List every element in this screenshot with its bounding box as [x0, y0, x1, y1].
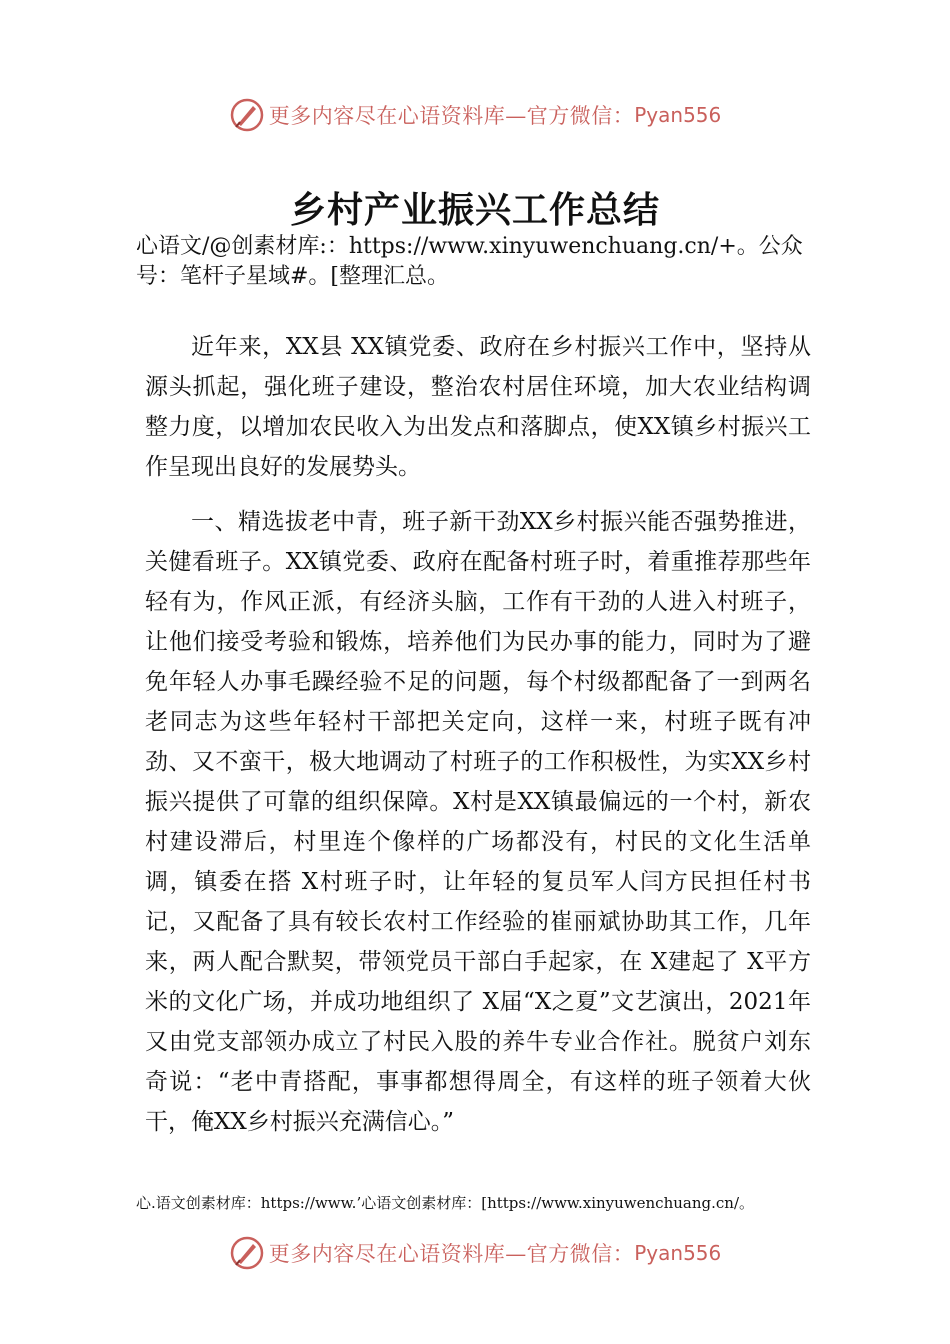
watermark-wechat-id: Pyan556 [634, 1241, 722, 1265]
footer-source-note: 心.语文创素材库：https://www.’心语文创素材库：[https://www.xinyuwenchuang.cn/。 [136, 1194, 754, 1212]
quill-logo-icon [229, 97, 265, 133]
watermark-text: 更多内容尽在心语资料库—官方微信： [268, 1242, 635, 1266]
paragraph-intro: 近年来，XX县 XX镇党委、政府在乡村振兴工作中，坚持从源头抓起，强化班子建设，整治农村居住环境，加大农业结构调整力度，以增加农民收入为出发点和落脚点，使XX镇乡村振兴工作呈现出良好的发展势头。 [145, 334, 811, 480]
watermark-text: 更多内容尽在心语资料库—官方微信： [268, 104, 635, 128]
watermark-banner-top [0, 90, 950, 140]
watermark-wechat-id: Pyan556 [634, 103, 722, 127]
source-line: 心语文/@创素材库:：https://www.xinyuwenchuang.cn/+。公众号：笔杆子星域#。[整理汇总。 [136, 234, 803, 289]
quill-logo-icon [229, 1235, 265, 1271]
document-title: 乡村产业振兴工作总结 [289, 189, 660, 231]
watermark-banner-bottom [0, 1228, 950, 1278]
document-body [145, 327, 811, 1157]
paragraph-section-1: 一、精选拔老中青，班子新干劲XX乡村振兴能否强势推进，关健看班子。XX镇党委、政府在配备村班子时，着重推荐那些年轻有为，作风正派，有经济头脑，工作有干劲的人进入村班子，让他们接受考验和锻炼，培养他们为民办事的能力，同时为了避免年轻人办事毛躁经验不足的问题，每个村级都配备了一到两名老同志为这些年轻村干部把关定向，这样一来，村班子既有冲劲、又不蛮干，极大地调动了村班子的工作积极性，为实XX乡村振兴提供了可靠的组织保障。X村是XX镇最偏远的一个村，新农村建设滞后，村里连个像样的广场都没有，村民的文化生活单调，镇委在搭 X村班子时，让年轻的复员军人闫方民担任村书记，又配备了具有较长农村工作经验的崔丽斌协助其工作，几年来，两人配合默契，带领党员干部白手起家，在 X建起了 X平方米的文化广场，并成功地组织了 X届“X之夏”文艺演出，2021年又由党支部领办成立了村民入股的养牛专业合作社。脱贫户刘东奇说：“老中青搭配，事事都想得周全，有这样的班子领着大伙干，俺XX乡村振兴充满信心。” [145, 509, 811, 1135]
